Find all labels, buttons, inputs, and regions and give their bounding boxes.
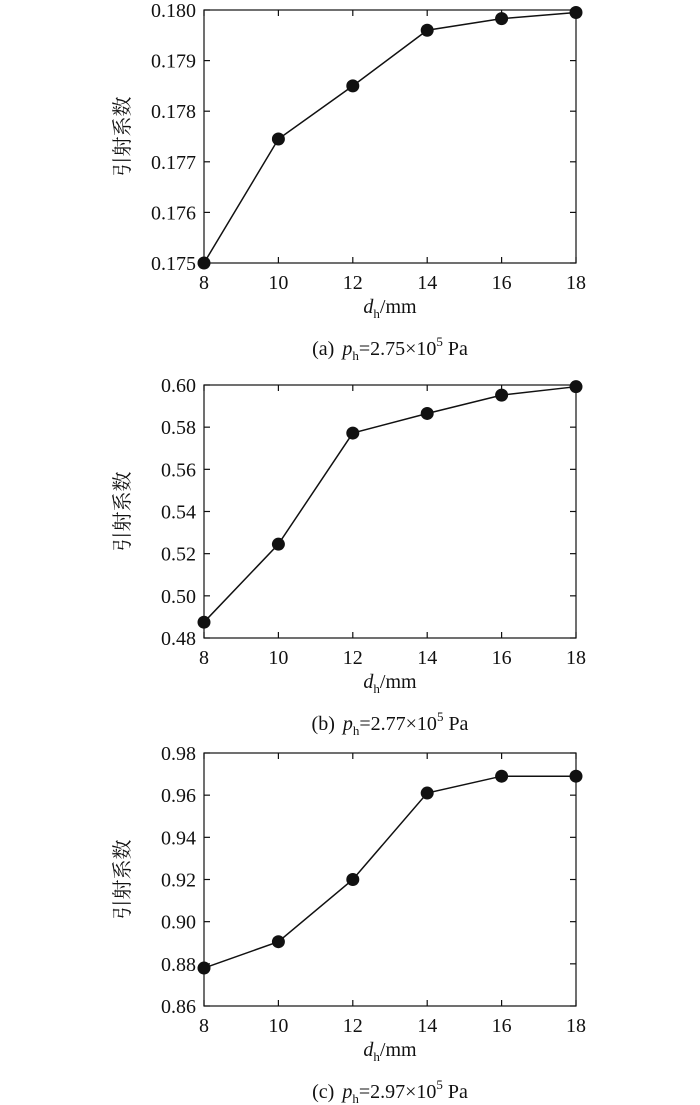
data-point (272, 935, 285, 948)
x-axis-sub: h (373, 1049, 380, 1064)
data-point (421, 24, 434, 37)
caption-value: =2.75×10 (358, 338, 437, 360)
data-point (570, 770, 583, 783)
x-tick-label: 16 (491, 647, 512, 669)
y-tick-label: 0.94 (161, 827, 196, 850)
x-axis-unit: /mm (379, 296, 417, 318)
data-point (421, 407, 434, 420)
caption-var: p (342, 713, 353, 735)
x-axis-unit: /mm (379, 671, 417, 693)
x-tick-label: 12 (342, 1015, 363, 1037)
x-tick-label: 12 (342, 647, 363, 669)
series-line (204, 13, 576, 263)
y-tick-label: 0.180 (151, 0, 196, 22)
x-tick-label: 8 (199, 272, 209, 294)
data-point (272, 538, 285, 551)
y-axis-label: 引射系数 (110, 96, 134, 177)
x-tick-label: 10 (268, 272, 289, 294)
chart-panel-2 (110, 375, 586, 738)
x-axis-sub: h (373, 681, 380, 696)
caption-unit: Pa (442, 338, 468, 360)
y-tick-label: 0.52 (161, 543, 196, 566)
data-point (198, 962, 211, 975)
x-axis-label (363, 1039, 417, 1064)
x-tick-label: 18 (566, 1015, 586, 1037)
x-tick-label: 14 (417, 1015, 438, 1037)
data-point (495, 770, 508, 783)
x-axis-var: d (363, 296, 374, 318)
y-tick-label: 0.179 (151, 50, 196, 73)
plot-frame (204, 10, 576, 263)
y-tick-label: 0.60 (161, 375, 196, 397)
y-tick-label: 0.176 (151, 202, 196, 225)
x-axis-var: d (363, 671, 374, 693)
y-tick-label: 0.96 (161, 785, 196, 808)
caption-exp: 5 (436, 334, 443, 349)
data-point (272, 133, 285, 146)
x-tick-label: 18 (566, 272, 586, 294)
y-tick-label: 0.90 (161, 911, 196, 934)
x-tick-label: 16 (491, 272, 512, 294)
y-tick-label: 0.86 (161, 996, 196, 1018)
data-point (421, 787, 434, 800)
x-tick-label: 14 (417, 272, 438, 294)
x-axis-label (363, 671, 417, 696)
caption-unit: Pa (443, 713, 469, 735)
caption-panel-id: (a) (312, 338, 335, 360)
y-tick-label: 0.50 (161, 585, 196, 608)
y-tick-label: 0.48 (161, 628, 196, 650)
y-tick-label: 0.58 (161, 417, 196, 440)
caption-value: =2.77×10 (359, 713, 437, 735)
x-axis-label (363, 296, 417, 321)
data-point (495, 389, 508, 402)
x-tick-label: 8 (199, 1015, 209, 1037)
y-tick-label: 0.175 (151, 253, 196, 275)
caption-value: =2.97×10 (358, 1081, 437, 1103)
x-axis-sub: h (373, 306, 380, 321)
caption-exp: 5 (436, 709, 444, 724)
caption-unit: Pa (442, 1081, 468, 1103)
caption-sub: h (352, 723, 360, 738)
caption-sub: h (352, 348, 359, 363)
data-point (346, 427, 359, 440)
y-tick-label: 0.54 (161, 501, 196, 524)
caption-panel-id: (b) (311, 713, 335, 735)
data-point (198, 616, 211, 629)
caption-panel-id: (c) (312, 1081, 335, 1103)
x-tick-label: 16 (491, 1015, 512, 1037)
x-tick-label: 10 (268, 647, 289, 669)
y-tick-label: 0.177 (151, 151, 196, 174)
chart-panel-1 (110, 0, 586, 363)
x-axis-var: d (363, 1039, 374, 1061)
plot-frame (204, 753, 576, 1006)
y-axis-label: 引射系数 (110, 471, 134, 552)
x-tick-label: 12 (342, 272, 363, 294)
data-point (346, 873, 359, 886)
x-axis-unit: /mm (379, 1039, 417, 1061)
caption-var: p (342, 338, 353, 360)
caption-sub: h (352, 1091, 359, 1105)
y-tick-label: 0.88 (161, 953, 196, 976)
x-tick-label: 8 (199, 647, 209, 669)
data-point (346, 79, 359, 92)
panel-caption (312, 334, 468, 363)
y-axis-label: 引射系数 (110, 839, 134, 920)
caption-exp: 5 (436, 1077, 443, 1092)
data-point (198, 257, 211, 270)
data-point (570, 6, 583, 19)
series-line (204, 387, 576, 623)
data-point (495, 12, 508, 25)
chart-panel-3 (110, 743, 586, 1105)
y-tick-label: 0.56 (161, 459, 196, 482)
panel-caption (312, 1077, 468, 1105)
x-tick-label: 10 (268, 1015, 289, 1037)
caption-var: p (342, 1081, 353, 1103)
y-tick-label: 0.92 (161, 869, 196, 892)
y-tick-label: 0.178 (151, 101, 196, 124)
data-point (570, 380, 583, 393)
x-tick-label: 18 (566, 647, 586, 669)
y-tick-label: 0.98 (161, 743, 196, 765)
panel-caption (312, 709, 469, 738)
series-line (204, 776, 576, 968)
x-tick-label: 14 (417, 647, 438, 669)
